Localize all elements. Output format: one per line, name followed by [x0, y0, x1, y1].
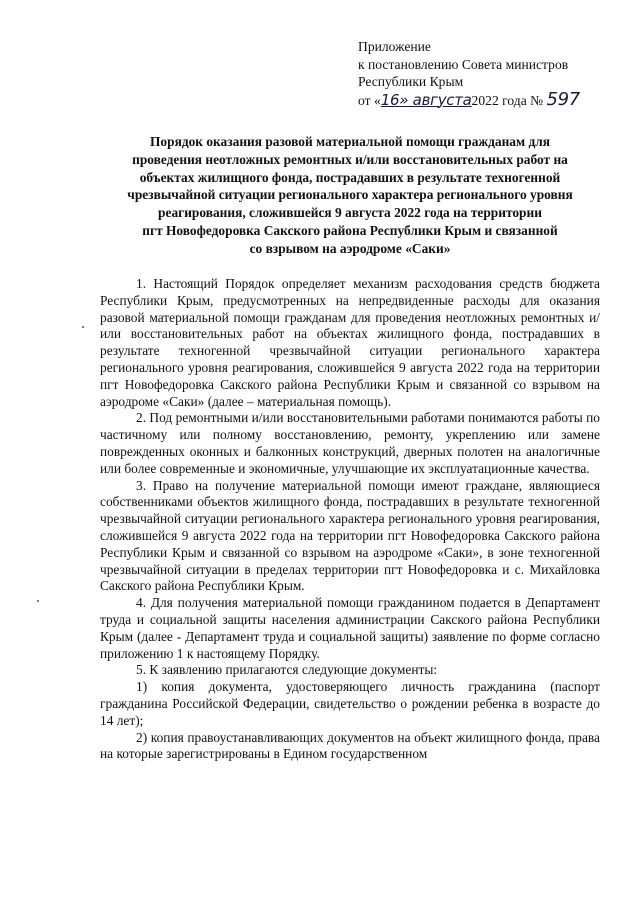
paragraph-5: 5. К заявлению прилагаются следующие документы:	[136, 662, 438, 678]
paragraph-2: 2. Под ремонтными и/или восстановительными работами понимаются работы по частичному или полному восстановлению, ремонту, укреплению или замене поврежденных оконных и балконных конструкций, дверных полотен на аналогичные или более современные и экономичные, улучшающие их эксплуатационные качества.	[100, 410, 600, 476]
paragraph-1: 1. Настоящий Порядок определяет механизм расходования средств бюджета Республики Крым, предусмотренных на непредвиденные расходы для оказания разовой материальной помощи гражданам для проведения неотложных ремонтных и/или восстановительных работ на объектах жилищного фонда, пострадавших в результате техногенной чрезвычайной ситуации регионального характера регионального уровня реагирования, сложившейся 9 августа 2022 года на территории пгт Новофедоровка Сакского района Республики Крым и связанной со взрывом на аэродроме «Саки» (далее – материальная помощь).	[100, 276, 600, 409]
title-line-6: пгт Новофедоровка Сакского района Республики Крым и связанной	[142, 222, 558, 238]
paragraph-5-item-2: 2) копия правоустанавливающих документов на объект жилищного фонда, права на которые зарегистрированы в Едином государственном	[100, 729, 600, 762]
title-line-7: со взрывом на аэродроме «Саки»	[249, 240, 451, 256]
appendix-date-line	[358, 88, 618, 110]
date-prefix: от «	[358, 92, 381, 108]
appendix-block	[358, 38, 618, 109]
scan-speck	[82, 326, 84, 328]
title-line-3: объектах жилищного фонда, пострадавших в результате техногенной	[139, 169, 561, 185]
document-body	[100, 276, 600, 763]
handwritten-date: 16» августа	[380, 90, 472, 109]
paragraph-4: 4. Для получения материальной помощи гражданином подается в Департамент труда и социальной защиты населения администрации Сакского района Республики Крым (далее - Департамент труда и социальной защиты) заявление по форме согласно приложению 1 к настоящему Порядку.	[100, 595, 600, 661]
paragraph-5-item-1: 1) копия документа, удостоверяющего личность гражданина (паспорт гражданина Российской Федерации, свидетельство о рождении ребенка в возрасте до 14 лет);	[100, 679, 600, 728]
title-line-4: чрезвычайной ситуации регионального характера регионального уровня	[127, 187, 573, 203]
handwritten-number: 597	[546, 88, 580, 110]
document-title	[100, 133, 600, 258]
paragraph-3: 3. Право на получение материальной помощи имеют граждане, являющиеся собственниками объектов жилищного фонда, пострадавших в результате техногенной чрезвычайной ситуации регионального характера регионального уровня реагирования, сложившейся 9 августа 2022 года на территории пгт Новофедоровка Сакского района Республики Крым и связанной со взрывом на аэродроме «Саки», в зоне техногенной чрезвычайной ситуации в пределах территории пгт Новофедоровка и с. Михайловка Сакского района Республики Крым.	[100, 477, 600, 594]
date-suffix: 2022 года №	[471, 92, 544, 108]
appendix-line-3: Республики Крым	[358, 74, 464, 89]
title-line-5: реагирования, сложившейся 9 августа 2022 года на территории	[158, 205, 542, 221]
appendix-line-2: к постановлению Совета министров	[358, 56, 569, 72]
scan-speck	[37, 600, 39, 602]
appendix-line-1: Приложение	[358, 39, 431, 54]
title-line-2: проведения неотложных ремонтных и/или восстановительных работ на	[132, 151, 568, 167]
title-line-1: Порядок оказания разовой материальной помощи гражданам для	[150, 134, 550, 149]
